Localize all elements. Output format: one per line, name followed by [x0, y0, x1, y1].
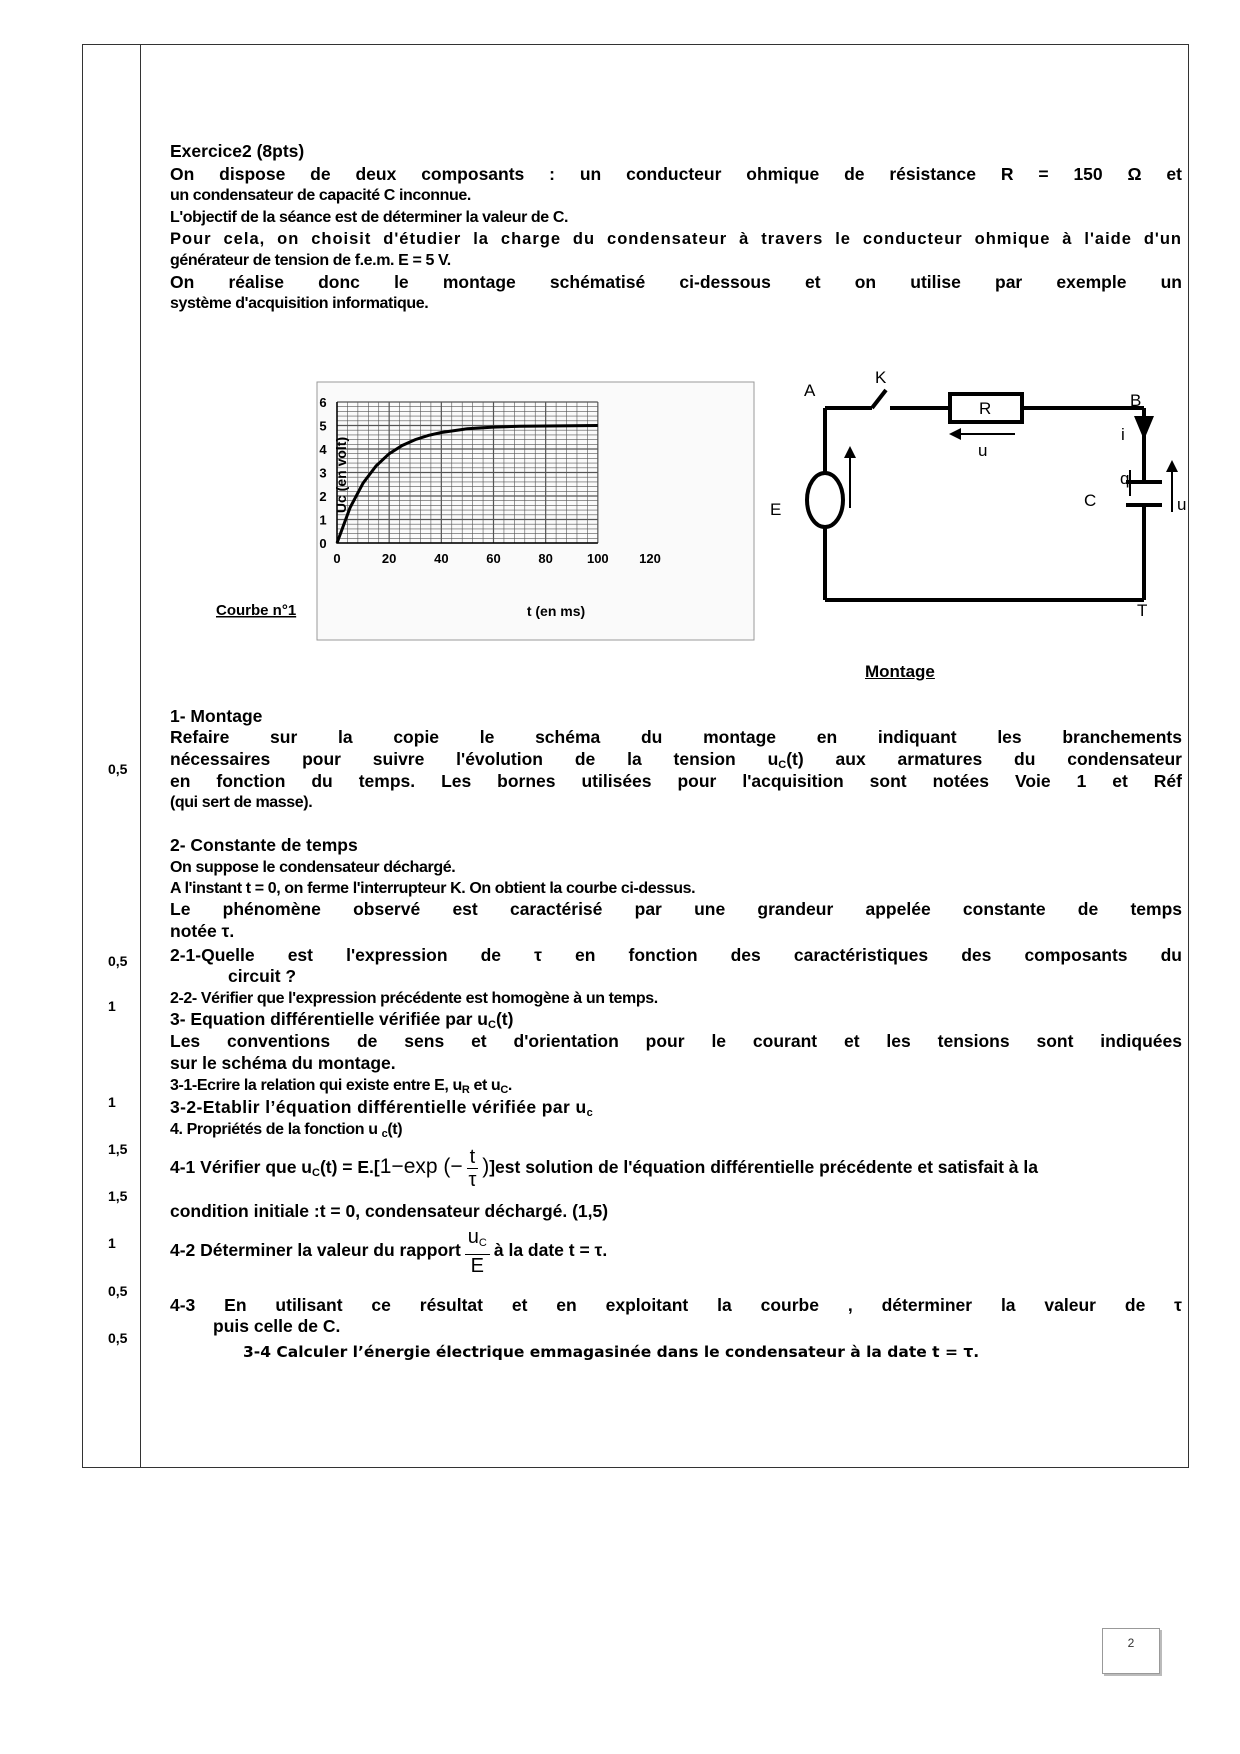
chart-title: Courbe n°1 [216, 602, 297, 619]
q41-line: condition initiale :t = 0, condensateur déchargé. (1,5) [170, 1201, 609, 1221]
y-tick-label: 6 [319, 395, 327, 410]
intro-line: un condensateur de capacité C inconnue. [170, 187, 471, 204]
q31-line: 3-1-Ecrire la relation qui existe entre E, $u_R$ et $u_C$. [170, 1077, 512, 1096]
x-tick-label: 120 [639, 551, 661, 566]
y-tick-label: 2 [319, 489, 327, 504]
label-u-c: u [1177, 495, 1187, 514]
intro-line: On réalise donc le montage schématisé ci-dessous et on utilise par exemple un [170, 272, 1182, 292]
y-tick-label: 5 [319, 418, 327, 434]
circuit-caption: Montage [865, 662, 935, 681]
intro-line: générateur de tension de f.e.m. E = 5 V. [170, 252, 451, 269]
q43-line: 4-3 En utilisant ce résultat et en exploitant la courbe , déterminer la valeur de τ [170, 1295, 1182, 1315]
x-tick-label: 40 [434, 551, 449, 566]
q1-line: (qui sert de masse). [170, 794, 313, 811]
points-q22: 1 [108, 998, 116, 1014]
label-r: R [979, 399, 992, 418]
margin-divider [140, 44, 141, 1468]
points-q43: 0,5 [108, 1283, 128, 1299]
page-number: 2 [1102, 1628, 1160, 1674]
q1-heading: 1- Montage [170, 706, 263, 726]
q43-line: puis celle de C. [213, 1316, 341, 1336]
exercise-title: Exercice2 (8pts) [170, 141, 305, 161]
intro-line: système d'acquisition informatique. [170, 295, 429, 312]
q2-line: notée τ. [170, 921, 235, 941]
x-tick-label: 0 [333, 551, 341, 566]
q2-line: A l'instant t = 0, on ferme l'interrupteur K. On obtient la courbe ci-dessus. [170, 880, 696, 897]
q2-line: On suppose le condensateur déchargé. [170, 859, 456, 876]
label-i: i [1121, 425, 1125, 444]
q3-heading: 3- Equation différentielle vérifiée par $u_C(t)$ [170, 1009, 514, 1031]
points-q31: 1 [108, 1094, 116, 1110]
points-q21: 0,5 [108, 953, 128, 969]
x-tick-label: 60 [486, 551, 501, 566]
intro-line: Pour cela, on choisit d'étudier la charge du condensateur à travers le conducteur ohmique à l'aide d'un [170, 230, 1182, 248]
q2-heading: 2- Constante de temps [170, 835, 358, 855]
points-q1: 0,5 [108, 761, 128, 777]
q42-line: 4-2 Déterminer la valeur du rapport $\frac{u_C}{E}$ à la date t = τ. [170, 1226, 608, 1277]
q4-heading: 4. Propriétés de la fonction u $_c$(t) [170, 1121, 403, 1140]
label-u-r: u [978, 441, 988, 460]
label-a: A [804, 381, 816, 400]
label-c: C [1084, 491, 1097, 510]
q1-line: nécessaires pour suivre l'évolution de la tension $u_C(t)$ aux armatures du condensateur [170, 749, 1182, 771]
x-tick-label: 100 [586, 551, 609, 566]
points-q34: 0,5 [108, 1330, 128, 1346]
x-tick-label: 80 [538, 551, 553, 566]
q34-line: 3-4 Calculer l’énergie électrique emmagasinée dans le condensateur à la date t = τ. [243, 1343, 980, 1361]
q22-line: 2-2- Vérifier que l'expression précédente est homogène à un temps. [170, 990, 658, 1007]
label-k: K [875, 368, 887, 387]
chart-uc-vs-t [200, 360, 770, 645]
q1-line: en fonction du temps. Les bornes utilisées pour l'acquisition sont notées Voie 1 et Réf [170, 771, 1182, 791]
points-q41: 1,5 [108, 1188, 128, 1204]
x-tick-label: 20 [381, 551, 397, 566]
intro-line: L'objectif de la séance est de déterminer la valeur de C. [170, 209, 569, 226]
q21-line: circuit ? [228, 966, 297, 986]
y-tick-label: 3 [319, 465, 327, 481]
chart-ylabel: Uc (en volt) [333, 436, 349, 514]
points-q32: 1,5 [108, 1141, 128, 1157]
intro-line: On dispose de deux composants : un conducteur ohmique de résistance R = 150 Ω et [170, 164, 1182, 184]
q3-line: sur le schéma du montage. [170, 1053, 396, 1073]
label-t: T [1137, 601, 1148, 620]
circuit-diagram [760, 360, 1200, 620]
q1-line: Refaire sur la copie le schéma du montage en indiquant les branchements [170, 727, 1182, 747]
label-q: q [1120, 469, 1130, 488]
y-tick-label: 1 [319, 512, 327, 528]
chart-xlabel: t (en ms) [526, 603, 586, 619]
q2-line: Le phénomène observé est caractérisé par une grandeur appelée constante de temps [170, 899, 1182, 919]
points-q42: 1 [108, 1235, 116, 1251]
y-tick-label: 4 [319, 442, 327, 457]
label-e: E [770, 500, 782, 519]
q32-line: 3-2-Etablir l’équation différentielle vérifiée par $u_c$ [170, 1097, 594, 1119]
label-b: B [1130, 391, 1142, 410]
q21-line: 2-1-Quelle est l'expression de τ en fonction des caractéristiques des composants du [170, 945, 1182, 965]
q41-line: 4-1 Vérifier que $u_C(t) = E.[1-\exp$ (− $\frac{t}{\tau}$ )]est solution de l'équation différentielle précédente et satisfait à la [170, 1146, 1038, 1191]
y-tick-label: 0 [319, 536, 327, 551]
q3-line: Les conventions de sens et d'orientation pour le courant et les tensions sont indiquées [170, 1031, 1182, 1051]
